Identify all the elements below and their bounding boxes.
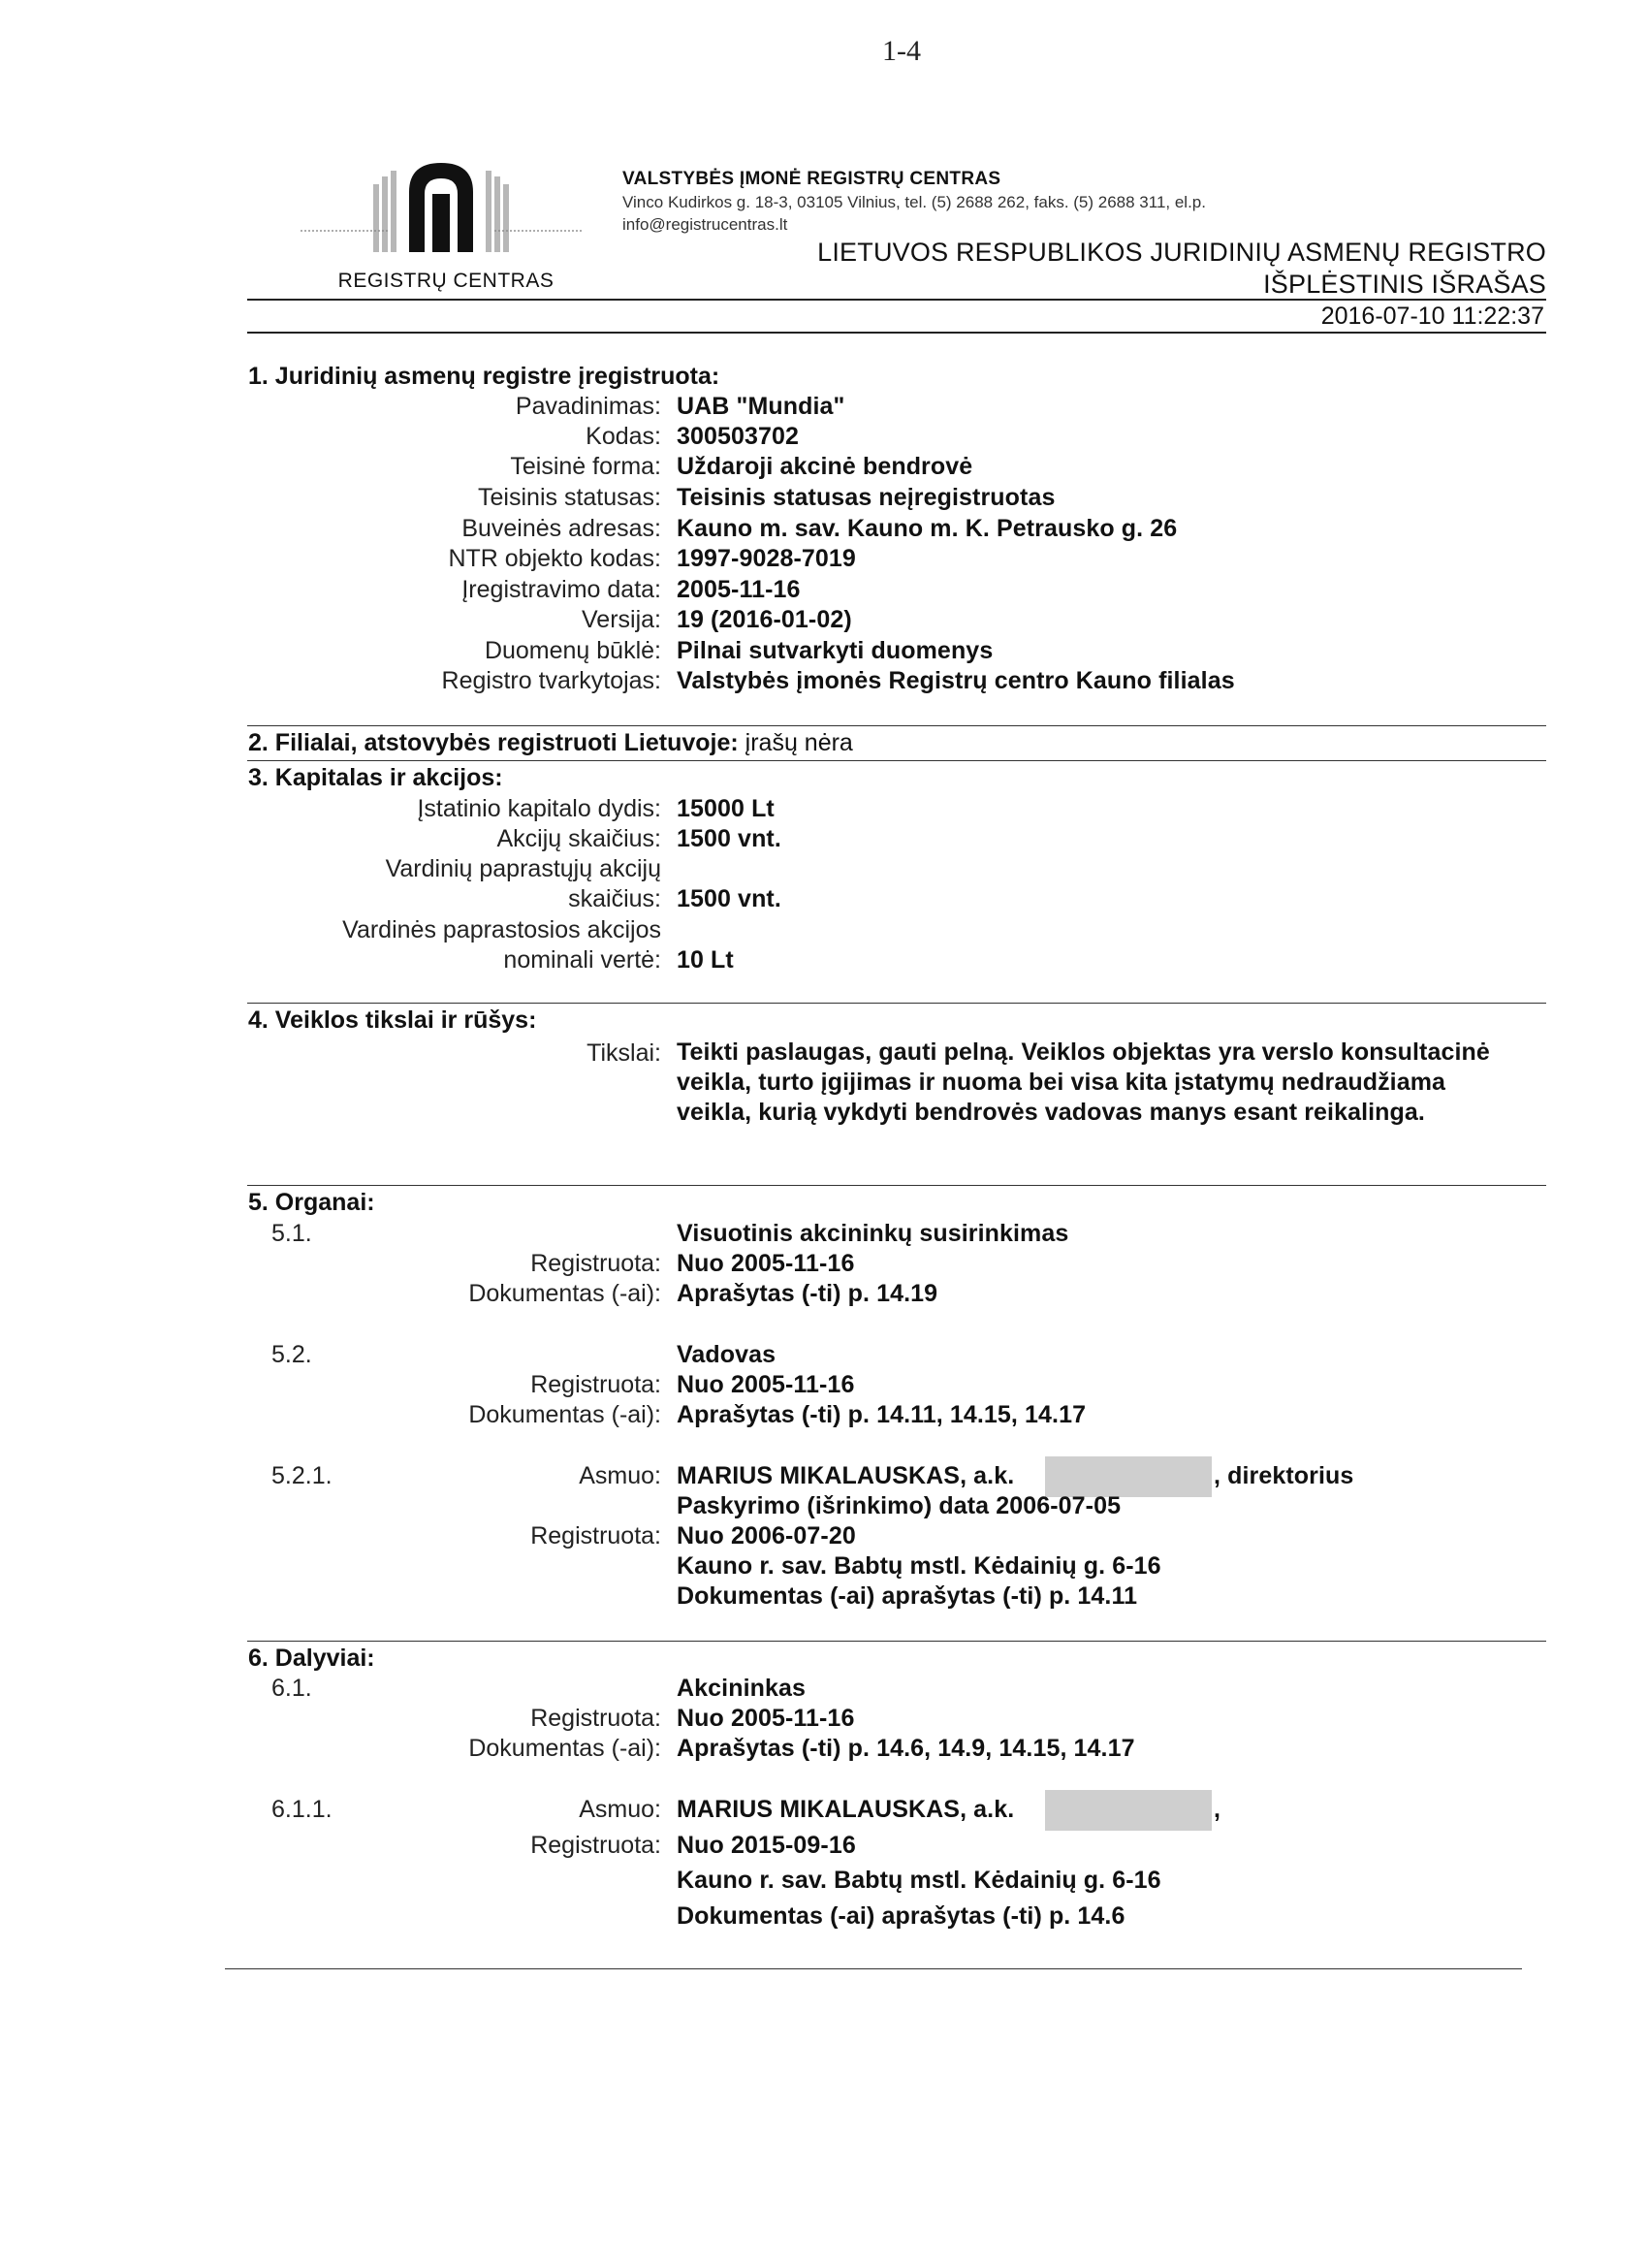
section4-divider — [247, 1003, 1546, 1004]
s1-label: Buveinės adresas: — [461, 515, 661, 542]
section4-title: 4. Veiklos tikslai ir rūšys: — [248, 1006, 537, 1034]
section5-divider — [247, 1185, 1546, 1186]
s1-label: NTR objekto kodas: — [448, 545, 661, 572]
s1-value: Uždaroji akcinė bendrovė — [677, 453, 973, 480]
s5-value: Aprašytas (-ti) p. 14.19 — [677, 1280, 938, 1307]
org-info — [622, 169, 1553, 235]
s3-value: 15000 Lt — [677, 795, 775, 822]
s5-value: Nuo 2006-07-20 — [677, 1522, 856, 1549]
section2-title: 2. Filialai, atstovybės registruoti Lietuvoje: — [248, 729, 739, 756]
s1-label: Duomenų būklė: — [484, 637, 661, 664]
redacted-personal-code — [1045, 1456, 1212, 1497]
s5-name: Visuotinis akcininkų susirinkimas — [677, 1220, 1069, 1247]
s5-value: Nuo 2005-11-16 — [677, 1371, 855, 1398]
s1-value: Valstybės įmonės Registrų centro Kauno filialas — [677, 667, 1235, 694]
s6-label: Asmuo: — [579, 1796, 661, 1823]
s5-num: 5.2.1. — [271, 1462, 333, 1489]
document-title-line2: IŠPLĖSTINIS IŠRAŠAS — [1263, 270, 1546, 299]
org-name: VALSTYBĖS ĮMONĖ REGISTRŲ CENTRAS — [622, 169, 1001, 189]
s4-value: Teikti paslaugas, gauti pelną. Veiklos objektas yra verslo konsultacinė veikla, turto įgijimas ir nuoma bei visa kita įstatymų nedraudžiama veikla, kurią vykdyti bendrovės vadovas manys esant reikalinga. — [677, 1038, 1490, 1126]
org-address-line1: Vinco Kudirkos g. 18-3, 03105 Vilnius, tel. (5) 2688 262, faks. (5) 2688 311, el.p. — [622, 193, 1206, 211]
s5-appoint: Paskyrimo (išrinkimo) data 2006-07-05 — [677, 1492, 1122, 1519]
document-title-line1: LIETUVOS RESPUBLIKOS JURIDINIŲ ASMENŲ REGISTRO — [817, 238, 1546, 267]
s6-label: Registruota: — [530, 1705, 661, 1732]
s1-label: Kodas: — [586, 423, 661, 450]
section1-title: 1. Juridinių asmenų registre įregistruota: — [248, 363, 720, 390]
s3-label: Akcijų skaičius: — [496, 825, 661, 852]
s5-label: Dokumentas (-ai): — [468, 1401, 661, 1428]
s1-value: 2005-11-16 — [677, 576, 801, 603]
s1-label: Pavadinimas: — [515, 393, 661, 420]
s6-comma: , — [1214, 1796, 1221, 1823]
s5-name: Vadovas — [677, 1341, 776, 1368]
s6-person: MARIUS MIKALAUSKAS, a.k. — [677, 1796, 1015, 1823]
footer-divider — [225, 1968, 1522, 1969]
s3-value: 1500 vnt. — [677, 885, 781, 912]
s5-role: , direktorius — [1214, 1462, 1354, 1489]
section5-title: 5. Organai: — [248, 1189, 375, 1216]
s1-label: Įregistravimo data: — [461, 576, 661, 603]
s5-label: Registruota: — [530, 1250, 661, 1277]
org-address-line2: info@registrucentras.lt — [622, 215, 788, 234]
section2-divider-bottom — [247, 760, 1546, 761]
redacted-personal-code — [1045, 1790, 1212, 1831]
logo-text: REGISTRŲ CENTRAS — [337, 270, 555, 292]
s6-name: Akcininkas — [677, 1675, 807, 1702]
s3-value: 10 Lt — [677, 946, 734, 974]
s6-value: Aprašytas (-ti) p. 14.6, 14.9, 14.15, 14.17 — [677, 1735, 1135, 1762]
section6-title: 6. Dalyviai: — [248, 1645, 375, 1672]
s1-value: Teisinis statusas neįregistruotas — [677, 484, 1056, 511]
s5-value: Aprašytas (-ti) p. 14.11, 14.15, 14.17 — [677, 1401, 1087, 1428]
section2-line — [248, 729, 853, 757]
header-divider — [247, 299, 1546, 301]
s6-value: Nuo 2005-11-16 — [677, 1705, 855, 1732]
s1-value: Pilnai sutvarkyti duomenys — [677, 637, 994, 664]
s5-label: Registruota: — [530, 1371, 661, 1398]
s1-value: 19 (2016-01-02) — [677, 606, 852, 633]
s6-value: Nuo 2015-09-16 — [677, 1832, 856, 1859]
s1-value: UAB "Mundia" — [677, 393, 845, 420]
section3-title: 3. Kapitalas ir akcijos: — [248, 764, 503, 791]
s3-label: skaičius: — [568, 885, 661, 912]
s6-num: 6.1.1. — [271, 1796, 333, 1823]
s1-label: Teisinė forma: — [510, 453, 661, 480]
s6-label: Registruota: — [530, 1832, 661, 1859]
s6-address: Kauno r. sav. Babtų mstl. Kėdainių g. 6-16 — [677, 1867, 1161, 1894]
s1-label: Versija: — [582, 606, 661, 633]
s1-label: Teisinis statusas: — [478, 484, 661, 511]
s5-num: 5.2. — [271, 1341, 312, 1368]
s1-value: Kauno m. sav. Kauno m. K. Petrausko g. 26 — [677, 515, 1178, 542]
header-divider-bottom — [247, 332, 1546, 334]
s5-label: Dokumentas (-ai): — [468, 1280, 661, 1307]
s3-label: Vardinės paprastosios akcijos — [342, 916, 661, 943]
s5-num: 5.1. — [271, 1220, 312, 1247]
page-number: 1-4 — [882, 35, 921, 67]
section6-divider — [247, 1641, 1546, 1642]
section2-divider-top — [247, 725, 1546, 726]
section2-value: įrašų nėra — [745, 729, 853, 756]
s1-value: 300503702 — [677, 423, 800, 450]
s6-label: Dokumentas (-ai): — [468, 1735, 661, 1762]
s5-value: Nuo 2005-11-16 — [677, 1250, 855, 1277]
s4-label: Tikslai: — [586, 1039, 661, 1067]
timestamp: 2016-07-10 11:22:37 — [1320, 303, 1544, 330]
s3-label: nominali vertė: — [503, 946, 661, 974]
s3-label: Vardinių paprastųjų akcijų — [385, 855, 661, 882]
s6-num: 6.1. — [271, 1675, 312, 1702]
s1-value: 1997-9028-7019 — [677, 545, 856, 572]
document-title — [817, 237, 1546, 301]
s3-value: 1500 vnt. — [677, 825, 781, 852]
s1-label: Registro tvarkytojas: — [441, 667, 661, 694]
s5-label: Registruota: — [530, 1522, 661, 1549]
s3-label: Įstatinio kapitalo dydis: — [417, 795, 661, 822]
s5-address: Kauno r. sav. Babtų mstl. Kėdainių g. 6-16 — [677, 1552, 1161, 1580]
s5-person: MARIUS MIKALAUSKAS, a.k. — [677, 1462, 1015, 1489]
s6-doc: Dokumentas (-ai) aprašytas (-ti) p. 14.6 — [677, 1902, 1125, 1930]
s5-label: Asmuo: — [579, 1462, 661, 1489]
s5-doc: Dokumentas (-ai) aprašytas (-ti) p. 14.11 — [677, 1582, 1138, 1610]
